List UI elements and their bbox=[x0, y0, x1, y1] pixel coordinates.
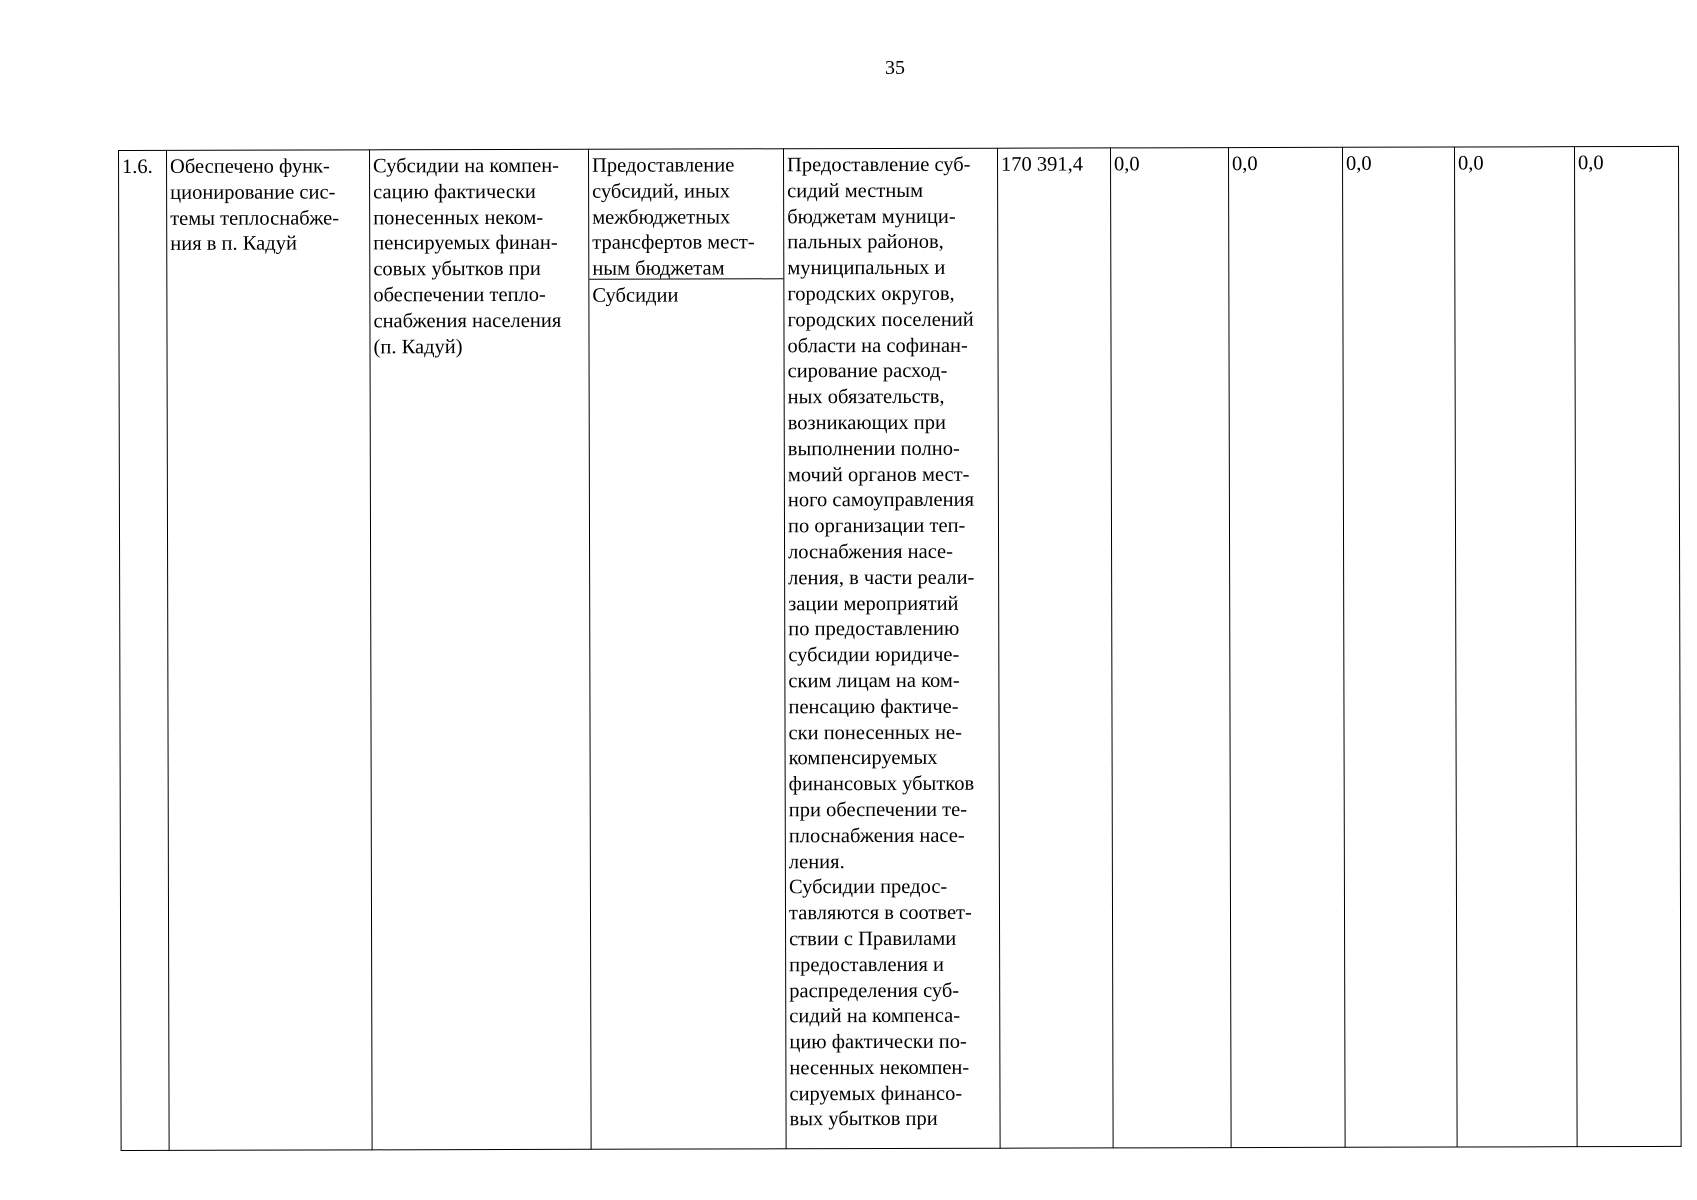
result-cell bbox=[167, 150, 373, 1151]
measure-cell bbox=[370, 149, 592, 1150]
value-3: 0,0 bbox=[1232, 153, 1258, 176]
description-cell bbox=[783, 148, 1000, 1149]
mechanism-bottom-text: Субсидии bbox=[592, 284, 679, 307]
program-table bbox=[118, 146, 1682, 1151]
value-5: 0,0 bbox=[1458, 152, 1484, 175]
result-text: Обеспечено функ- ционирование сис- темы теплоснабже- ния в п. Кадуй bbox=[170, 155, 340, 256]
mechanism-cell bbox=[588, 149, 786, 1150]
value-cell-1 bbox=[997, 148, 1113, 1148]
value-cell-3 bbox=[1228, 147, 1345, 1147]
value-1: 170 391,4 bbox=[1001, 153, 1084, 176]
value-cell-4 bbox=[1342, 147, 1457, 1147]
mechanism-top-text: Предоставление субсидий, иных межбюджетных трансфертов мест- ным бюджетам bbox=[589, 149, 783, 280]
row-number: 1.6. bbox=[122, 155, 153, 178]
page-number: 35 bbox=[885, 57, 905, 79]
value-2: 0,0 bbox=[1114, 153, 1140, 176]
row-number-cell bbox=[119, 150, 170, 1150]
value-cell-2 bbox=[1110, 148, 1231, 1148]
value-6: 0,0 bbox=[1578, 152, 1604, 175]
table-row bbox=[119, 146, 1682, 1150]
value-cell-6 bbox=[1574, 146, 1681, 1146]
description-text: Предоставление суб- сидий местным бюджетам муници- пальных районов, муниципальных и городских округов, городских поселений области на софинан- сирование расход- ных обязательств, возникающих при выполнении полно- мочий органов мест- ного самоуправления по организации теп- лоснабжения насе- ления, в части реали- зации мероприятий по предоставлению субсидии юридиче- ским лицам на ком- пенсацию фактиче- ски понесенных не- компенсируемых финансовых убытков при обеспечении те- плоснабжения насе- ления. Субсидии предос- тавляются в соответ- ствии с Правилами предоставления и распределения суб- сидий на компенса- цию фактически по- несенных некомпен- сируемых финансо- вых убытков при bbox=[787, 153, 975, 1131]
value-cell-5 bbox=[1454, 147, 1577, 1147]
value-4: 0,0 bbox=[1346, 152, 1372, 175]
measure-text: Субсидии на компен- сацию фактически понесенных неком- пенсируемых финан- совых убытков при обеспечении тепло- снабжения населения (п. Кадуй) bbox=[373, 154, 562, 358]
